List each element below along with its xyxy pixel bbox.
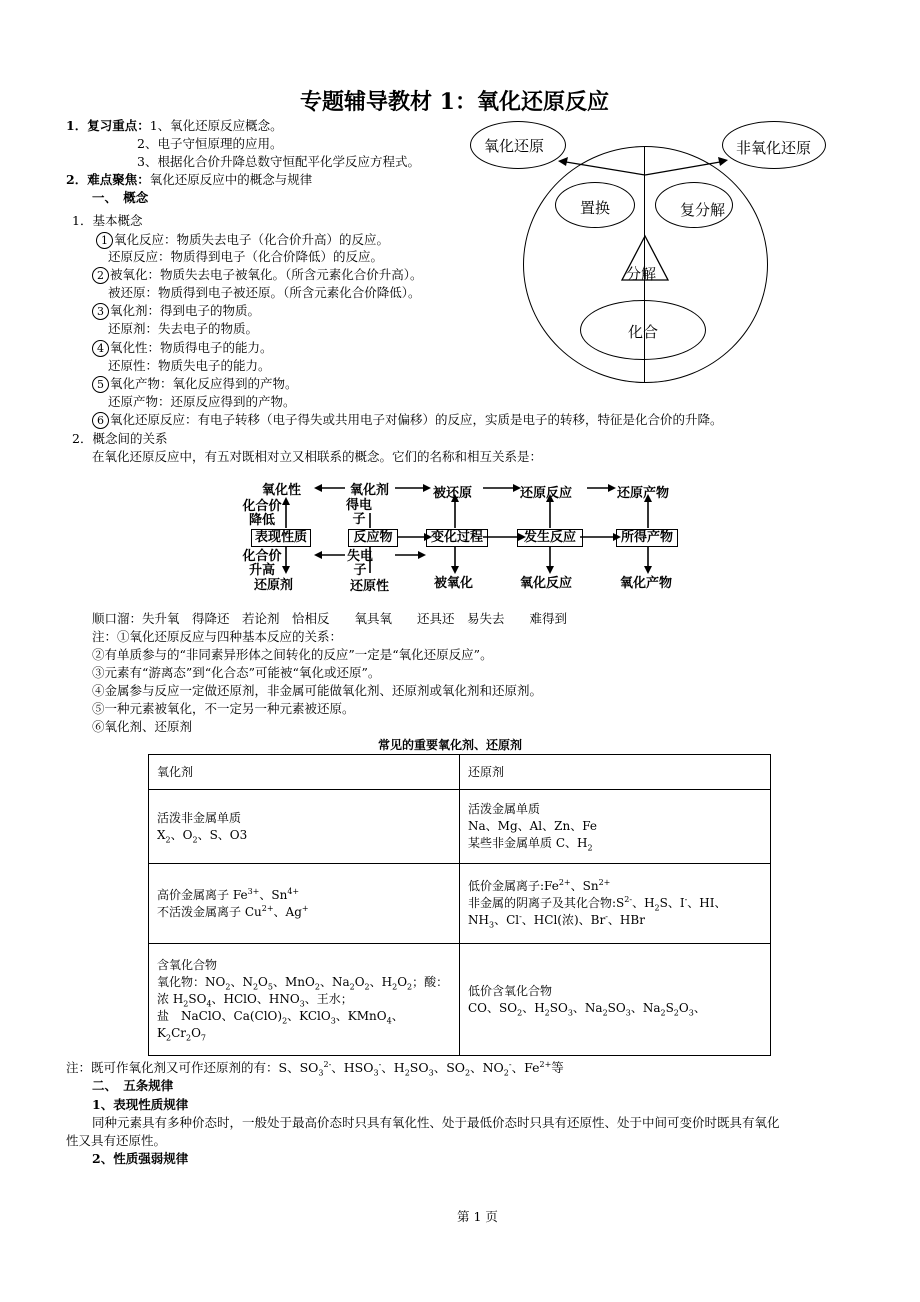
concept-1a: 1 氧化反应：物质失去电子（化合价升高）的反应。	[96, 232, 389, 249]
rule-1-text-2: 性又具有还原性。	[66, 1133, 167, 1148]
flow-lose-electrons: 失电子	[346, 549, 373, 578]
flow-reducing-agent: 还原剂	[254, 578, 294, 593]
relations-intro: 在氧化还原反应中，有五对既相对立又相联系的概念。它们的名称和相互关系是：	[92, 449, 543, 464]
double-decomposition-label: 复分解	[680, 201, 726, 219]
review-line-1: 1．复习重点：1、氧化还原反应概念。	[66, 118, 283, 133]
section-2-heading: 二、 五条规律	[92, 1078, 174, 1093]
basic-concepts-heading: 1．基本概念	[72, 213, 143, 228]
note-5: ⑤一种元素被氧化，不一定另一种元素被还原。	[92, 701, 355, 716]
concept-3a: 3 氧化剂：得到电子的物质。	[92, 303, 260, 320]
relations-heading: 2．概念间的关系	[72, 431, 168, 446]
flow-box-reactant: 反应物	[348, 529, 398, 547]
note-6: ⑥氧化剂、还原剂	[92, 719, 193, 734]
concept-3b: 还原剂：失去电子的物质。	[108, 321, 259, 336]
flow-reduction-reaction: 还原反应	[520, 486, 573, 501]
rule-2-title: 2、性质强弱规律	[92, 1151, 189, 1166]
header-reductant: 还原剂	[460, 755, 771, 790]
redox-label: 氧化还原	[484, 137, 545, 155]
flow-box-shown-property: 表现性质	[251, 529, 311, 547]
flow-valence-down: 化合价降低	[242, 499, 282, 528]
header-oxidant: 氧化剂	[149, 755, 460, 790]
concept-2a: 2 被氧化：物质失去电子被氧化。（所含元素化合价升高）。	[92, 267, 423, 284]
table-row	[149, 790, 771, 864]
concept-4a: 4 氧化性：物质得电子的能力。	[92, 340, 273, 357]
note-2: ②有单质参与的“非同素异形体之间转化的反应”一定是“氧化还原反应”。	[92, 647, 493, 662]
flow-gain-electrons: 得电子	[345, 498, 372, 527]
mnemonic: 顺口溜：失升氧 得降还 若论剂 恰相反 氧具氧 还具还 易失去 难得到	[92, 611, 568, 626]
review-line-3: 3、根据化合价升降总数守恒配平化学反应方程式。	[137, 154, 420, 169]
concept-2b: 被还原：物质得到电子被还原。（所含元素化合价降低）。	[108, 285, 421, 300]
note-3: ③元素有“游离态”到“化合态”可能被“氧化或还原”。	[92, 665, 381, 680]
oxidant-reductant-table	[148, 754, 771, 1056]
cell-reductant-ions: 低价金属离子$:Fe^{2+}$、$Sn^{2+}$ 非金属的阴离子及其化合物$:S^{2-}$、$H_2S$、I-、HI、 $NH_3$、Cl-、HCl(浓)、Br-、HBr	[460, 864, 771, 944]
table-header-row	[149, 755, 771, 790]
rule-1-title: 1、表现性质规律	[92, 1097, 189, 1112]
decomposition-label: 分解	[626, 265, 657, 283]
section-1-heading: 一、 概念	[92, 190, 149, 205]
concept-5a: 5 氧化产物：氧化反应得到的产物。	[92, 376, 298, 393]
table-row	[149, 944, 771, 1056]
page-number: 第 1 页	[457, 1209, 498, 1224]
dual-role-note: 注：既可作氧化剂又可作还原剂的有：S、$SO_3^{2-}$、$HSO_3^-$、$H_2SO_3$、$SO_2$、$NO_2^-$、$Fe^{2+}$等	[66, 1059, 564, 1078]
flow-box-reaction-occurs: 发生反应	[517, 529, 583, 547]
difficulty-line: 2．难点聚焦：氧化还原反应中的概念与规律	[66, 172, 313, 187]
cell-reductant-oxygen-compounds: 低价含氧化合物 CO、$SO_2$、$H_2SO_3$、$Na_2SO_3$、$Na_2S_2O_3$、	[460, 944, 771, 1056]
flow-oxidized: 被氧化	[434, 576, 474, 591]
non-redox-label: 非氧化还原	[736, 139, 812, 157]
flow-valence-up: 化合价升高	[242, 549, 282, 578]
flow-oxidation-product: 氧化产物	[620, 576, 673, 591]
concept-4b: 还原性：物质失电子的能力。	[108, 358, 271, 373]
cell-oxidant-nonmetal: 活泼非金属单质 $X_2$、$O_2$、S、O3	[149, 790, 460, 864]
flow-oxidation-reaction: 氧化反应	[520, 576, 573, 591]
flow-box-change-process: 变化过程	[426, 529, 488, 547]
cell-reductant-metal: 活泼金属单质 Na、Mg、Al、Zn、Fe 某些非金属单质 C、$H_2$	[460, 790, 771, 864]
flow-reducibility: 还原性	[350, 579, 390, 594]
combination-label: 化合	[628, 323, 659, 341]
note-1: 注：①氧化还原反应与四种基本反应的关系：	[92, 629, 343, 644]
flow-box-product-obtained: 所得产物	[616, 529, 678, 547]
flow-oxidant: 氧化剂	[350, 483, 390, 498]
cell-oxidant-metal-ions: 高价金属离子 $Fe^{3+}$、$Sn^{4+}$ 不活泼金属离子 $Cu^{2+}$、Ag+	[149, 864, 460, 944]
table-caption: 常见的重要氧化剂、还原剂	[378, 738, 523, 752]
rule-1-text-1: 同种元素具有多种价态时，一般处于最高价态时只具有氧化性、处于最低价态时只具有还原性、处于中间可变价时既具有氧化	[92, 1115, 780, 1130]
page-title: 专题辅导教材 1：氧化还原反应	[300, 89, 609, 115]
flow-oxidizability: 氧化性	[262, 483, 302, 498]
review-line-2: 2、电子守恒原理的应用。	[137, 136, 283, 151]
concept-6: 6 氧化还原反应：有电子转移（电子得失或共用电子对偏移）的反应，实质是电子的转移，特征是化合价的升降。	[92, 412, 723, 429]
cell-oxidant-oxygen-compounds: 含氧化合物 氧化物：$NO_2$、$N_2O_5$、MnO$_2$、$Na_2O_2$、$H_2O_2$；酸： 浓 $H_2SO_4$、HClO、$HNO_3$、王水； 盐 NaClO、$Ca(ClO)_2$、KClO$_3$、KMnO$_4$、$K_2Cr_2O_7$	[149, 944, 460, 1056]
flow-reduction-product: 还原产物	[617, 486, 670, 501]
table-row	[149, 864, 771, 944]
note-4: ④金属参与反应一定做还原剂，非金属可能做氧化剂、还原剂或氧化剂和还原剂。	[92, 683, 543, 698]
concept-5b: 还原产物：还原反应得到的产物。	[108, 394, 296, 409]
displacement-label: 置换	[580, 199, 611, 217]
concept-1b: 还原反应：物质得到电子（化合价降低）的反应。	[108, 249, 384, 264]
flow-reduced: 被还原	[433, 486, 473, 501]
